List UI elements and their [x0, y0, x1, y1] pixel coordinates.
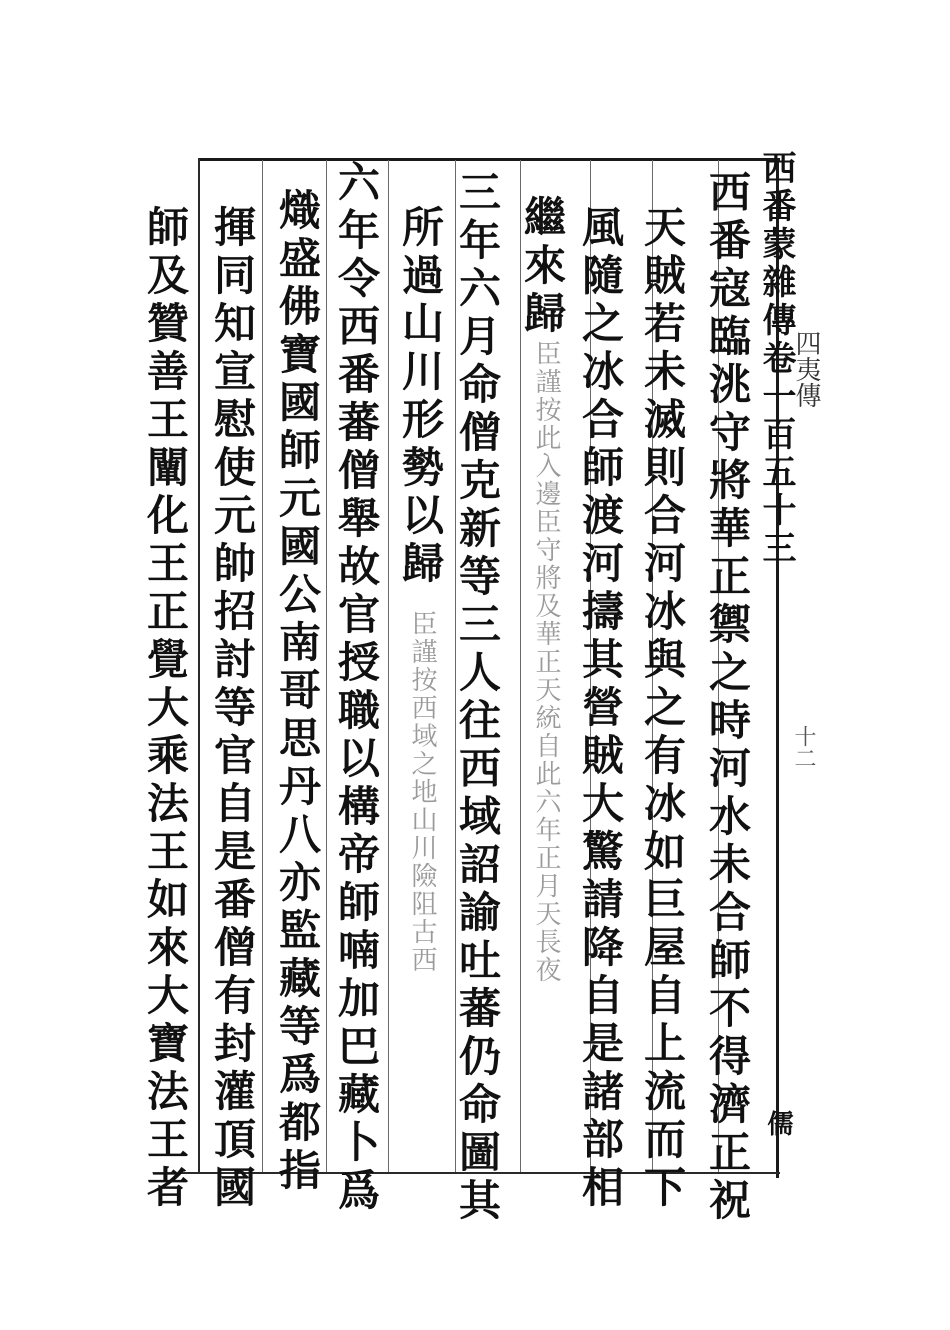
annotation-column: 臣謹按西域之地山川險阻古西: [407, 610, 437, 974]
text-column: 揮同知宣慰使元帥招討等官自是番僧有封灌頂國: [208, 205, 257, 1213]
column-rule: [262, 160, 263, 1172]
text-column: 熾盛佛寶國師元國公南哥思丹八亦監藏等爲都指: [273, 188, 322, 1196]
corner-mark: 儒: [763, 1110, 793, 1136]
annotation-column: 臣謹按此入邊臣守將及華正天統自此六年正月天長夜: [531, 340, 561, 984]
header-side-label: 四夷傳: [791, 330, 821, 408]
frame-left-border: [198, 158, 200, 1174]
text-column: 西番寇臨洮守將華正禦之時河水未合師不得濟正祝: [703, 170, 752, 1226]
column-rule: [326, 160, 327, 1172]
margin-note: 十二: [791, 725, 816, 769]
text-column: 三年六月命僧克新等三人往西域詔諭吐蕃仍命圖其: [453, 170, 502, 1226]
page-header: 西番蒙雜傳卷一百五十三: [756, 150, 796, 568]
text-column: 六年令西番蕃僧舉故官授職以構帝師喃加巴藏卜爲: [332, 160, 381, 1216]
text-column: 天賊若未滅則合河冰與之有冰如巨屋自上流而下: [638, 205, 687, 1213]
text-column: 師及贊善王闡化王正覺大乘法王如來大寶法王者: [141, 205, 190, 1213]
frame-top-border: [200, 158, 780, 161]
column-rule: [388, 160, 389, 1172]
text-column: 風隨之冰合師渡河擣其營賊大驚請降自是諸部相: [576, 205, 625, 1213]
text-column: 所過山川形勢以歸: [396, 205, 445, 589]
text-column: 繼來歸: [518, 195, 567, 339]
